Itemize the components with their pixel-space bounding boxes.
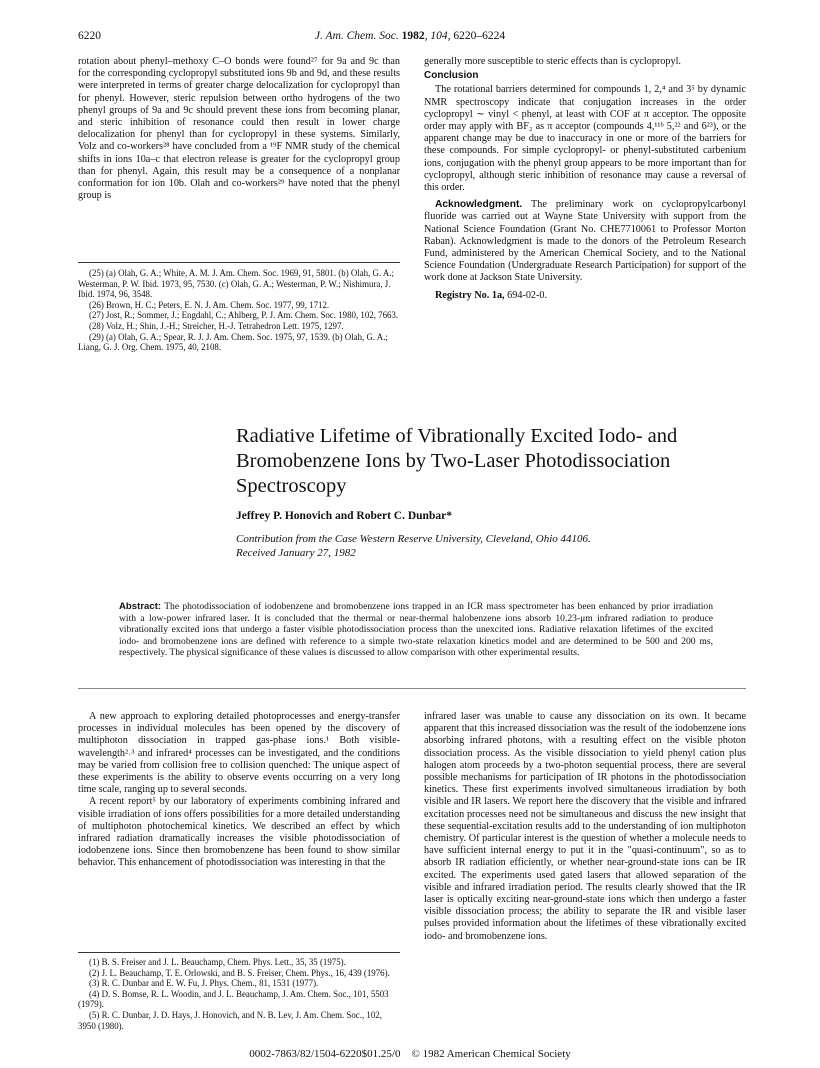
- conclusion-paragraph: The rotational barriers determined for compounds 1, 2,⁴ and 3⁵ by dynamic NMR spectroscopy indicate that conjugation increases in the order cyclopropyl ∼ vinyl < phenyl, at least with COF at π acceptor. The opposite order may apply with BF₂ as π acceptor (compounds 4,¹¹ᵇ 5,²² and 6²³), or the apparent change may be due to inaccuracy in one or more of the barriers for these compounds. For simple cyclopropyl- or phenyl-substituted carbenium ions, conjugation with the phenyl group appears to be more important than for cyclopropyl, although steric inhibition of resonance may cause a reversal of this order.: [424, 84, 746, 194]
- registry-label: Registry No. 1a,: [435, 289, 505, 301]
- footnote: (25) (a) Olah, G. A.; White, A. M. J. Am. Chem. Soc. 1969, 91, 5801. (b) Olah, G. A.; Westerman, P. W. Ibid. 1973, 95, 7530. (c) Olah, G. A.; Westerman, P. W.; Nishimura, J. Ibid. 1974, 96, 3548.: [78, 268, 395, 300]
- acknowledgment-text: The preliminary work on cyclopropylcarbonyl fluoride was carried out at Wayne State University with support from the National Science Foundation (Grant No. CHE7710061 to Professor Morton Raban). Acknowledgment is made to the donors of the Petroleum Research Fund, administered by the American Chemical Society, and to the National Science Foundation (Undergraduate Research Participation) for support of the work done at Jackson State University.: [424, 199, 746, 284]
- received-line: Received January 27, 1982: [236, 546, 356, 559]
- conclusion-heading: Conclusion: [424, 70, 479, 82]
- body-left-column: [78, 711, 400, 870]
- footnote: (5) R. C. Dunbar, J. D. Hays, J. Honovich, and N. B. Lev, J. Am. Chem. Soc., 102, 3950 (1980).: [78, 1009, 382, 1031]
- abstract-text: The photodissociation of iodobenzene and bromobenzene ions trapped in an ICR mass spectrometer has been enhanced by prior irradiation with a low-power infrared laser. It is concluded that the thermal or near-thermal halobenzene ions absorb 10.23-μm infrared radiation to produce vibrationally excited ions that undergo a faster visible photodissociation process than the unexcited ions. Radiative relaxation lifetimes of the excited iodo- and bromobenzene ions are defined with reference to a simple two-state relaxation kinetics model and are determined to be 500 and 200 ms, respectively. The physical significance of these values is discussed to allow comparison with other experimental results.: [119, 601, 713, 659]
- running-header: J. Am. Chem. Soc. 1982, 104, 6220–6224: [314, 30, 506, 42]
- body-right-column: [424, 711, 746, 943]
- footnote-divider: [78, 262, 400, 263]
- journal-pages: 6220–6224: [453, 30, 506, 42]
- top-left-column: [78, 56, 400, 202]
- article-title: Radiative Lifetime of Vibrationally Excited Iodo- and Bromobenzene Ions by Two-Laser Photodissociation Spectroscopy: [236, 425, 678, 497]
- article-affiliation: [236, 533, 716, 560]
- intro-paragraph-1: A new approach to exploring detailed photoprocesses and energy-transfer processes in individual molecules has been opened by the discovery of multiphoton dissociation in trapped gas-phase ions.¹ Both visible-wavelength²˒³ and infrared⁴ processes can be investigated, and the conditions may be varied from collision free to collision quenched: The unique aspect of these experiments is the ability to observe events occurring on a very long time scale, ranging up to several seconds.: [78, 711, 400, 796]
- journal-volume: 104: [430, 30, 448, 42]
- footnote: (3) R. C. Dunbar and E. W. Fu, J. Phys. Chem., 81, 1531 (1977).: [89, 978, 319, 989]
- footnote: (27) Jost, R.; Sommer, J.; Engdahl, C.; Ahlberg, P. J. Am. Chem. Soc. 1980, 102, 7663.: [89, 310, 399, 321]
- journal-name: J. Am. Chem. Soc.: [314, 30, 399, 42]
- abstract-divider: [78, 688, 746, 689]
- footnote: (1) B. S. Freiser and J. L. Beauchamp, Chem. Phys. Lett., 35, 35 (1975).: [89, 957, 346, 967]
- body-paragraph: infrared laser was unable to cause any dissociation on its own. It became apparent that this increased dissociation was the result of the iodobenzene ions absorbing infrared photons, with a resulting effect on the visible photon dissociation process. As the visible dissociation to yield phenyl cation plus halogen atom proceeds by a two-photon sequential process, there are several possible mechanisms for participation of IR photons in the photodissociation kinetics. These first experiments involved simultaneous irradiation by both visible and IR lasers. We report here the discovery that the visible and infrared excitation processes need not be simultaneous and discuss the new insight that these sequential-excitation results add to the understanding of ion multiphoton chemistry. Of particular interest is the question of whether a molecule needs to have sufficient internal energy to put it in the "quasi-continuum", so as to absorb IR radiation efficiently, or whether near-ground-state ions can be IR excited. The experiments used gated lasers that allowed separation of the visible and infrared irradiation period. The results clearly showed that the IR laser is optically exciting near-ground-state ions which then undergo a faster visible dissociation process; the ability to separate the IR and visible laser pulses provided information about the lifetimes of these vibrationally excited iodo- and bromobenzene ions.: [424, 711, 746, 942]
- footer-copyright: © 1982 American Chemical Society: [411, 1048, 571, 1060]
- top-left-footnotes: [78, 268, 400, 353]
- journal-year: 1982: [401, 30, 425, 42]
- footnote: (26) Brown, H. C.; Peters, E. N. J. Am. Chem. Soc. 1977, 99, 1712.: [89, 299, 330, 310]
- footnote: (4) D. S. Bomse, R. L. Woodin, and J. L. Beauchamp, J. Am. Chem. Soc., 101, 5503 (1979).: [78, 988, 389, 1010]
- registry-value: 694-02-0.: [507, 289, 548, 301]
- abstract-label: Abstract:: [119, 601, 162, 612]
- acknowledgment-heading: Acknowledgment.: [435, 199, 523, 211]
- body-footnotes: [78, 957, 400, 1031]
- continued-line: generally more susceptible to steric effects than is cyclopropyl.: [424, 56, 681, 67]
- acknowledgment-paragraph: [424, 199, 746, 284]
- affiliation-line: Contribution from the Case Western Reserve University, Cleveland, Ohio 44106.: [236, 533, 591, 545]
- footnote-divider: [78, 952, 400, 953]
- footnote: (2) J. L. Beauchamp, T. E. Orlowski, and B. S. Freiser, Chem. Phys., 16, 439 (1976).: [89, 967, 390, 978]
- footnote: (29) (a) Olah, G. A.; Spear, R. J. J. Am. Chem. Soc. 1975, 97, 1539. (b) Olah, G. A.; Liang, G. J. Org. Chem. 1975, 40, 2108.: [78, 331, 388, 353]
- abstract: [119, 601, 713, 659]
- article-authors: Jeffrey P. Honovich and Robert C. Dunbar*: [236, 510, 452, 522]
- page-footer: [0, 1048, 820, 1060]
- footnote: (28) Volz, H.; Shin, J.-H.; Streicher, H.-J. Tetrahedron Lett. 1975, 1297.: [89, 320, 344, 331]
- top-right-column: [424, 56, 746, 302]
- intro-paragraph-2: A recent report⁵ by our laboratory of experiments combining infrared and visible irradiation of ions offers possibilities for a more detailed understanding of multiphoton photochemical kinetics. We described an effect by which infrared radiation dramatically increases the visible photodissociation of iodobenzene ions. Since then bromobenzene has been found to show similar behavior. This enhancement of photodissociation was interesting in that the: [78, 796, 400, 869]
- registry-line: [424, 290, 746, 302]
- page-number: 6220: [78, 30, 101, 42]
- footer-code: 0002-7863/82/1504-6220$01.25/0: [249, 1048, 401, 1060]
- continued-paragraph: rotation about phenyl–methoxy C–O bonds were found²⁷ for 9a and 9c than for the corresponding cyclopropyl substituted ions 9b and 9d, and these results were interpreted in terms of greater charge delocalization for cyclopropyl than for phenyl. However, steric repulsion between ortho hydrogens of the two phenyl groups of 9a and 9c should prevent these ions from becoming planar, and steric inhibition of resonance could then result in lower charge delocalization for phenyl than for cyclopropyl in these systems. Similarly, Volz and co-workers²⁸ have concluded from a ¹⁹F NMR study of the chemical shifts in ions 10a–c that electron release is greater for the cyclopropyl group than for phenyl. Again, this result may be a consequence of a nonplanar conformation for ion 10b. Olah and co-workers²⁹ have noted that the phenyl group is: [78, 56, 400, 202]
